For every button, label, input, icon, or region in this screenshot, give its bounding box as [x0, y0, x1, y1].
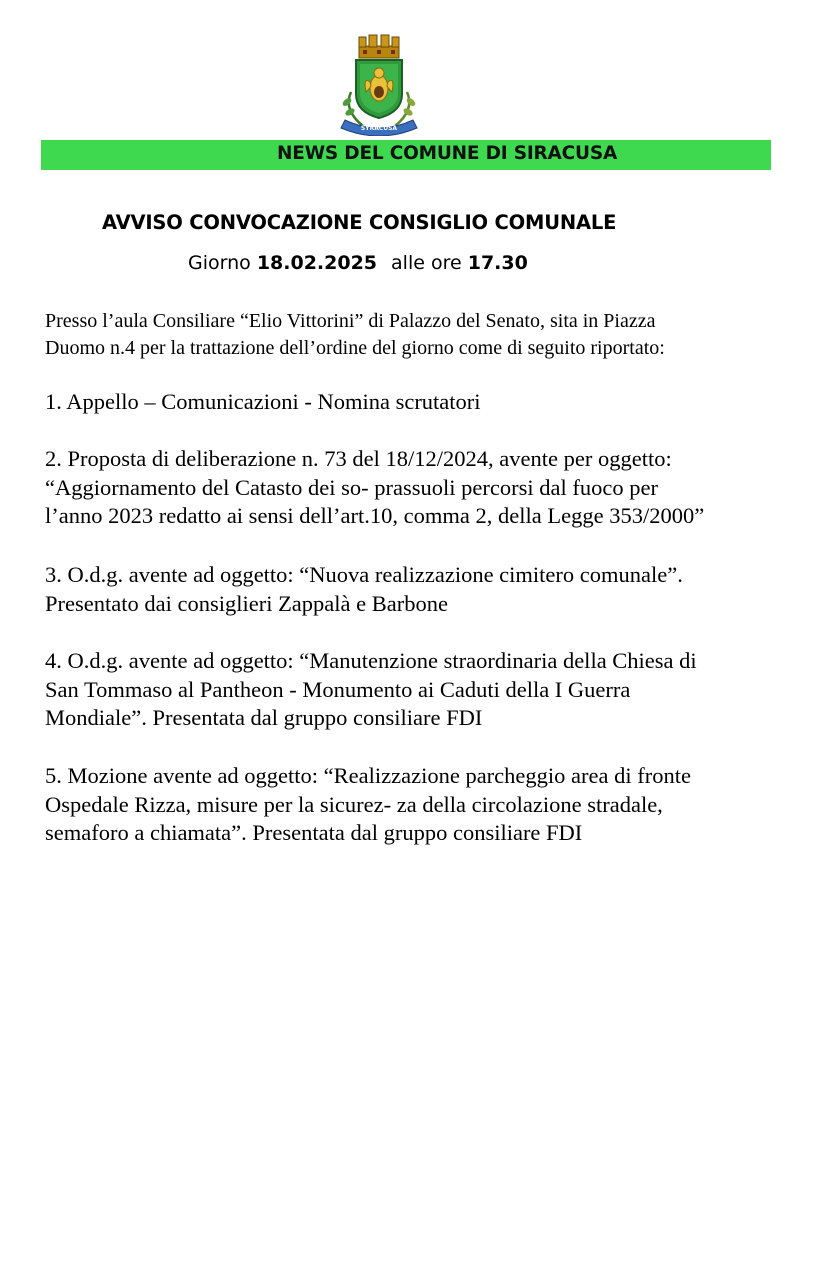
- svg-text:SYRACUSA: SYRACUSA: [360, 125, 398, 132]
- agenda-item-4: [45, 647, 785, 733]
- meeting-time: 17.30: [467, 252, 528, 274]
- agenda-line: Presentato dai consiglieri Zappalà e Barbone: [45, 590, 448, 616]
- agenda-line: 5. Mozione avente ad oggetto: “Realizzazione parcheggio area di fronte: [45, 763, 691, 788]
- agenda-item-1: [45, 388, 785, 417]
- notice-dateline: [188, 252, 528, 274]
- time-label: alle ore: [391, 252, 462, 274]
- meeting-date: 18.02.2025: [256, 252, 378, 274]
- notice-title: AVVISO CONVOCAZIONE CONSIGLIO COMUNALE: [102, 211, 617, 234]
- agenda-line: 3. O.d.g. avente ad oggetto: “Nuova realizzazione cimitero comunale”.: [45, 562, 683, 587]
- agenda-line: Ospedale Rizza, misure per la sicurez- za della circolazione stradale,: [45, 791, 663, 817]
- agenda-item-3: [45, 561, 785, 618]
- intro-line: Presso l’aula Consiliare “Elio Vittorini” di Palazzo del Senato, sita in Piazza: [45, 310, 656, 332]
- day-label: Giorno: [188, 252, 251, 274]
- agenda-item-2: [45, 445, 785, 531]
- banner-title: NEWS DEL COMUNE DI SIRACUSA: [277, 143, 618, 164]
- intro-paragraph: [45, 308, 785, 362]
- agenda-line: San Tommaso al Pantheon - Monumento ai Caduti della I Guerra: [45, 676, 631, 702]
- agenda-line: 2. Proposta di deliberazione n. 73 del 18/12/2024, avente per oggetto:: [45, 446, 672, 471]
- city-coat-of-arms-icon: [333, 32, 425, 136]
- intro-line: Duomo n.4 per la trattazione dell’ordine del giorno come di seguito riportato:: [45, 337, 665, 359]
- agenda-item-5: [45, 762, 785, 848]
- agenda-line: 1. Appello – Comunicazioni - Nomina scrutatori: [45, 389, 481, 414]
- agenda-line: semaforo a chiamata”. Presentata dal gruppo consiliare FDI: [45, 820, 583, 845]
- agenda-line: 4. O.d.g. avente ad oggetto: “Manutenzione straordinaria della Chiesa di: [45, 648, 697, 673]
- agenda-line: l’anno 2023 redatto ai sensi dell’art.10, comma 2, della Legge 353/2000”: [45, 503, 705, 528]
- agenda-line: “Aggiornamento del Catasto dei so- prassuoli percorsi dal fuoco per: [45, 474, 658, 500]
- agenda-line: Mondiale”. Presentata dal gruppo consiliare FDI: [45, 705, 483, 730]
